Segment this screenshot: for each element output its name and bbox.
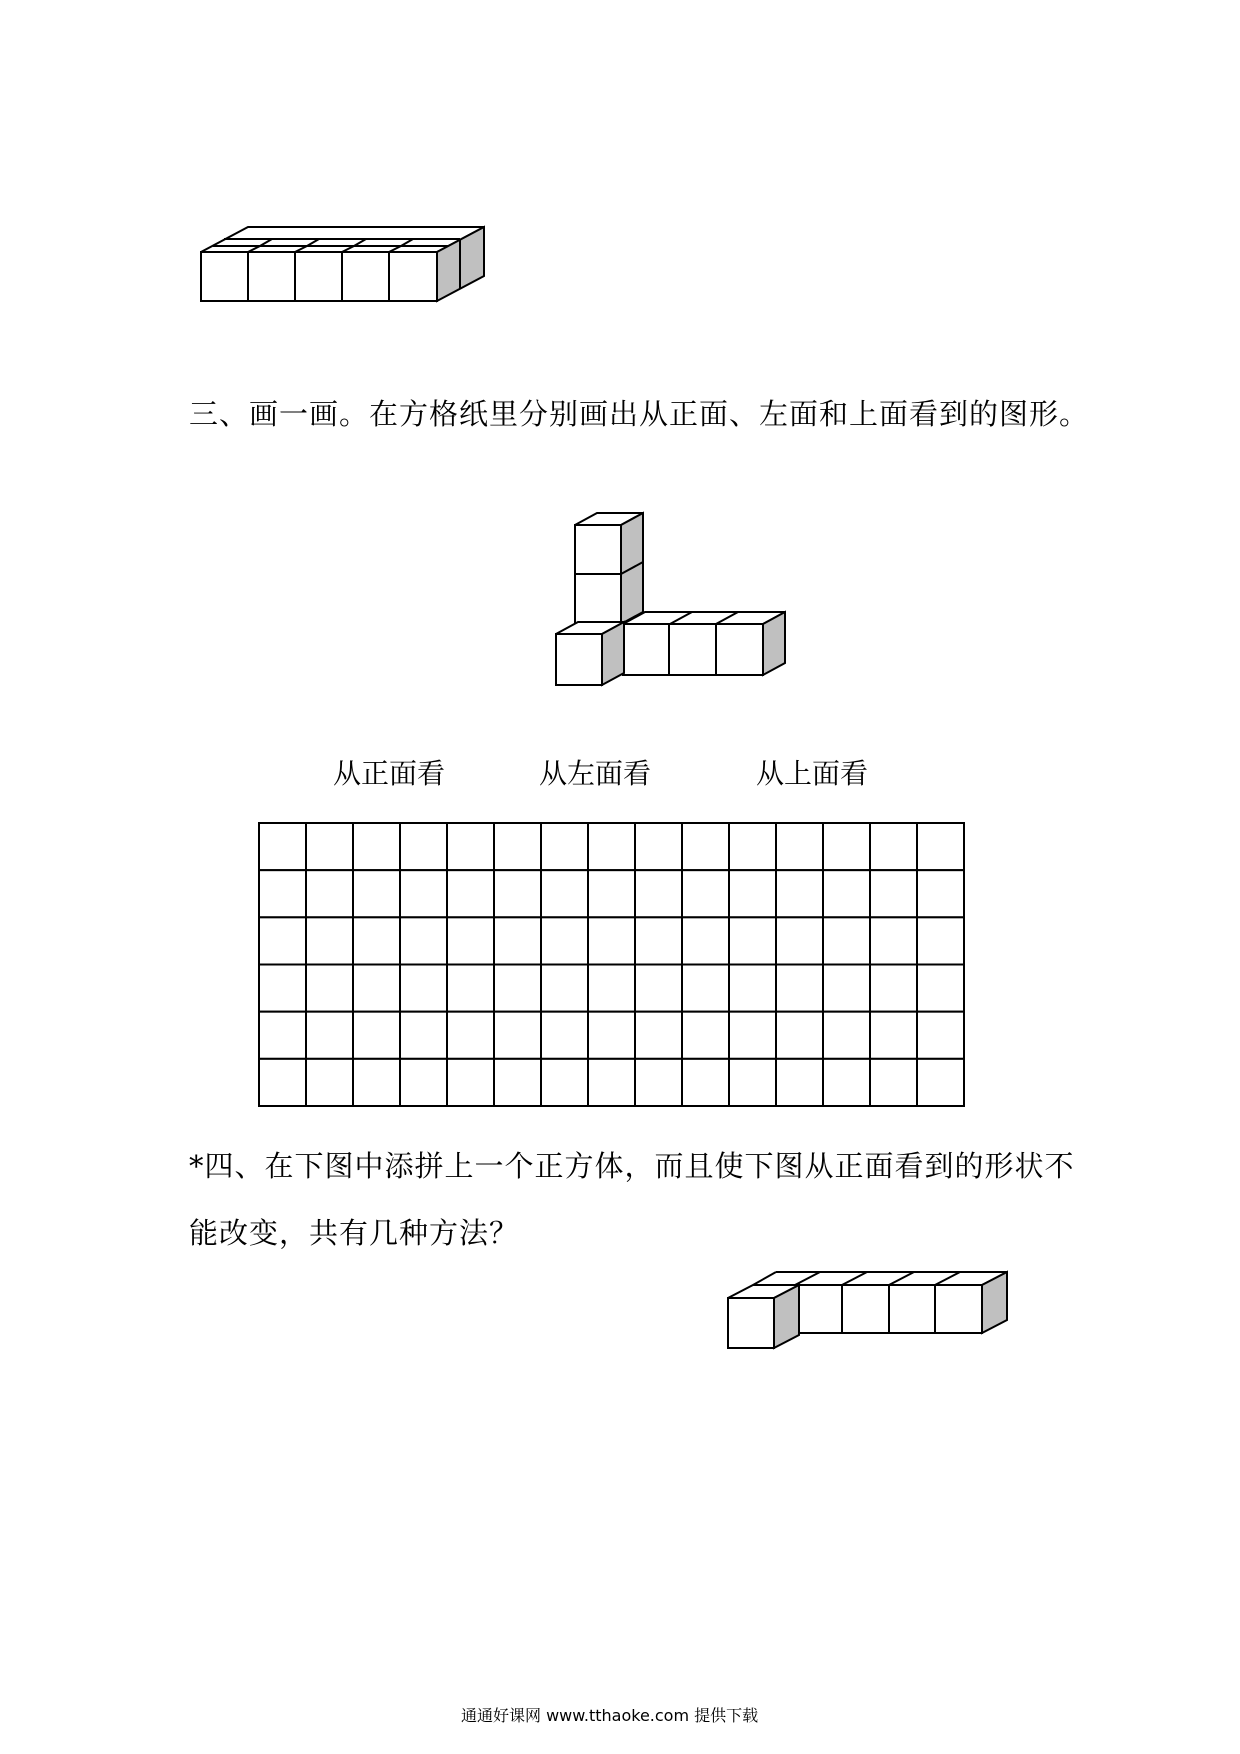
section4-line2: 能改变，共有几种方法？ [189, 1216, 520, 1250]
section4-line1: *四、在下图中添拼上一个正方体，而且使下图从正面看到的形状不 [189, 1149, 1075, 1183]
view-label-left: 从左面看 [539, 757, 652, 790]
page-footer: 通通好课网 www.tthaoke.com 提供下载 [461, 1706, 759, 1725]
view-label-top: 从上面看 [756, 757, 869, 790]
view-label-front: 从正面看 [333, 757, 446, 790]
section3-title: 三、画一画。在方格纸里分别画出从正面、左面和上面看到的图形。 [189, 397, 1090, 431]
